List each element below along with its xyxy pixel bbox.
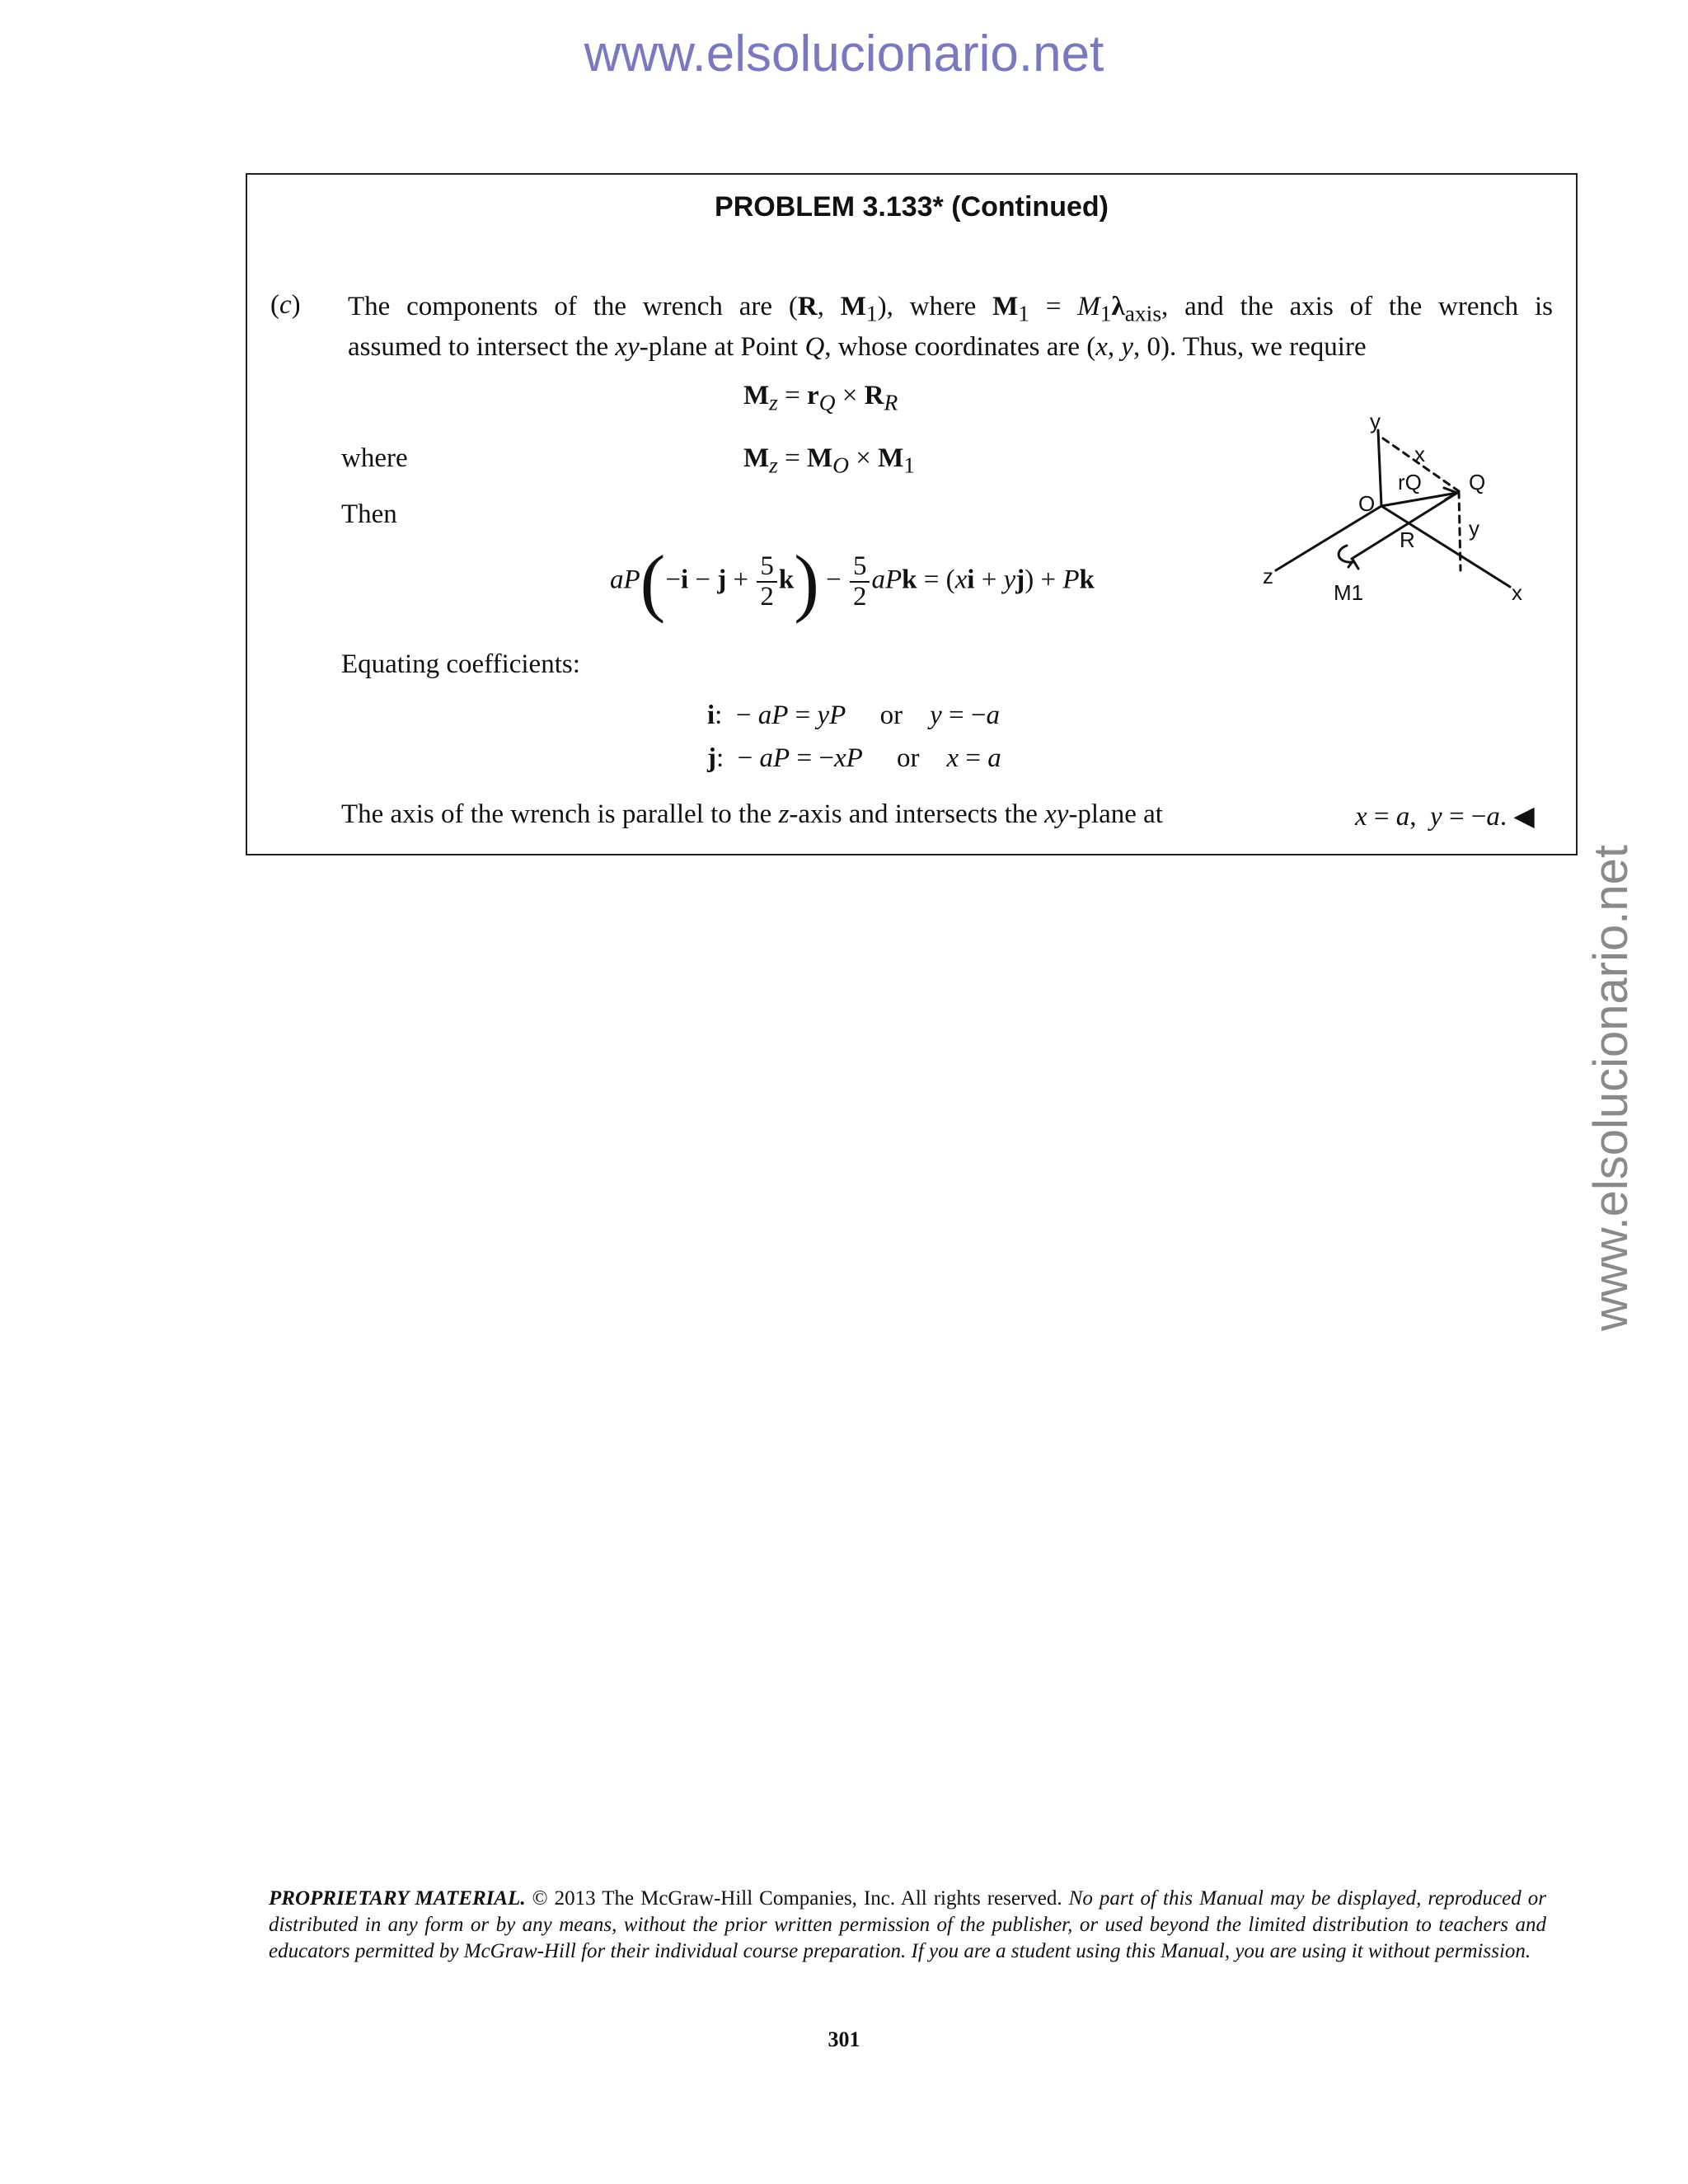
- sketch-label-z: z: [1263, 564, 1273, 588]
- copyright-footer: [269, 1886, 1546, 1965]
- watermark-top: www.elsolucionario.net: [584, 26, 1104, 82]
- equation-2: $M_z = M_O \times M_1$: [743, 443, 916, 478]
- part-label: (c): [270, 290, 301, 320]
- coefficient-i: i: − aP = yP or y = −a: [707, 701, 1000, 730]
- sketch-label-y: y: [1370, 414, 1381, 434]
- equation-3: aP(−i − j + $\frac{5}{2}$ k) − $\frac{5}{2}$ aPk = (xi + yj) + Pk: [610, 540, 1095, 624]
- y-axis-line: [1378, 430, 1381, 506]
- sketch-label-o: O: [1358, 491, 1376, 516]
- sketch-label-q: Q: [1469, 470, 1486, 494]
- problem-box: [246, 173, 1578, 855]
- footer-copyright: © 2013 The McGraw-Hill Companies, Inc. All rights reserved.: [525, 1887, 1062, 1910]
- sketch-label-x-top: x: [1414, 442, 1425, 466]
- watermark-side: www.elsolucionario.net: [1584, 845, 1638, 1331]
- dashed-y-dimension: [1459, 491, 1461, 570]
- sketch-label-rq: rQ: [1398, 470, 1422, 494]
- coefficient-j: j: − aP = −xP or x = a: [707, 743, 1001, 773]
- sketch-label-x: x: [1512, 580, 1522, 605]
- then-label: Then: [341, 499, 397, 529]
- problem-title: PROBLEM 3.133* (Continued): [715, 191, 1109, 223]
- page-number: 301: [828, 2027, 860, 2051]
- footer-lead: PROPRIETARY MATERIAL.: [269, 1887, 526, 1910]
- sketch-label-m1: M1: [1334, 580, 1364, 605]
- answer: x = a, y = −a. ◀: [1355, 802, 1535, 832]
- intro-paragraph: [348, 290, 1553, 363]
- equation-1: $M_z = r_Q \times R_R$: [743, 381, 898, 415]
- intro-line-2: assumed to intersect the xy-plane at Point Q, whose coordinates are (x, y, 0). Thus, we require: [348, 331, 1367, 362]
- where-label: where: [341, 443, 408, 473]
- equating-label: Equating coefficients:: [341, 649, 580, 679]
- wrench-sketch: [1261, 414, 1591, 628]
- footer-notice: No part of this Manual may be displayed, reproduced or distributed in any form or by any means, without the prior written permission of the publisher, or used beyond the limited distribution to teachers and educators permitted by McGraw-Hill for their individual course preparation. If you are a student using this Manual, you are using it without permission.: [269, 1887, 1546, 1962]
- sketch-label-y-dim: y: [1469, 516, 1479, 541]
- conclusion-text: The axis of the wrench is parallel to the z-axis and intersects the xy-plane at: [341, 799, 1163, 829]
- intro-line-1: The components of the wrench are (R, $M_1$), where $M_1 = M_1\lambda_{axis}$, and the axis of the wrench is: [348, 292, 1553, 326]
- answer-marker-icon: ◀: [1513, 802, 1535, 832]
- sketch-label-r: R: [1400, 527, 1415, 552]
